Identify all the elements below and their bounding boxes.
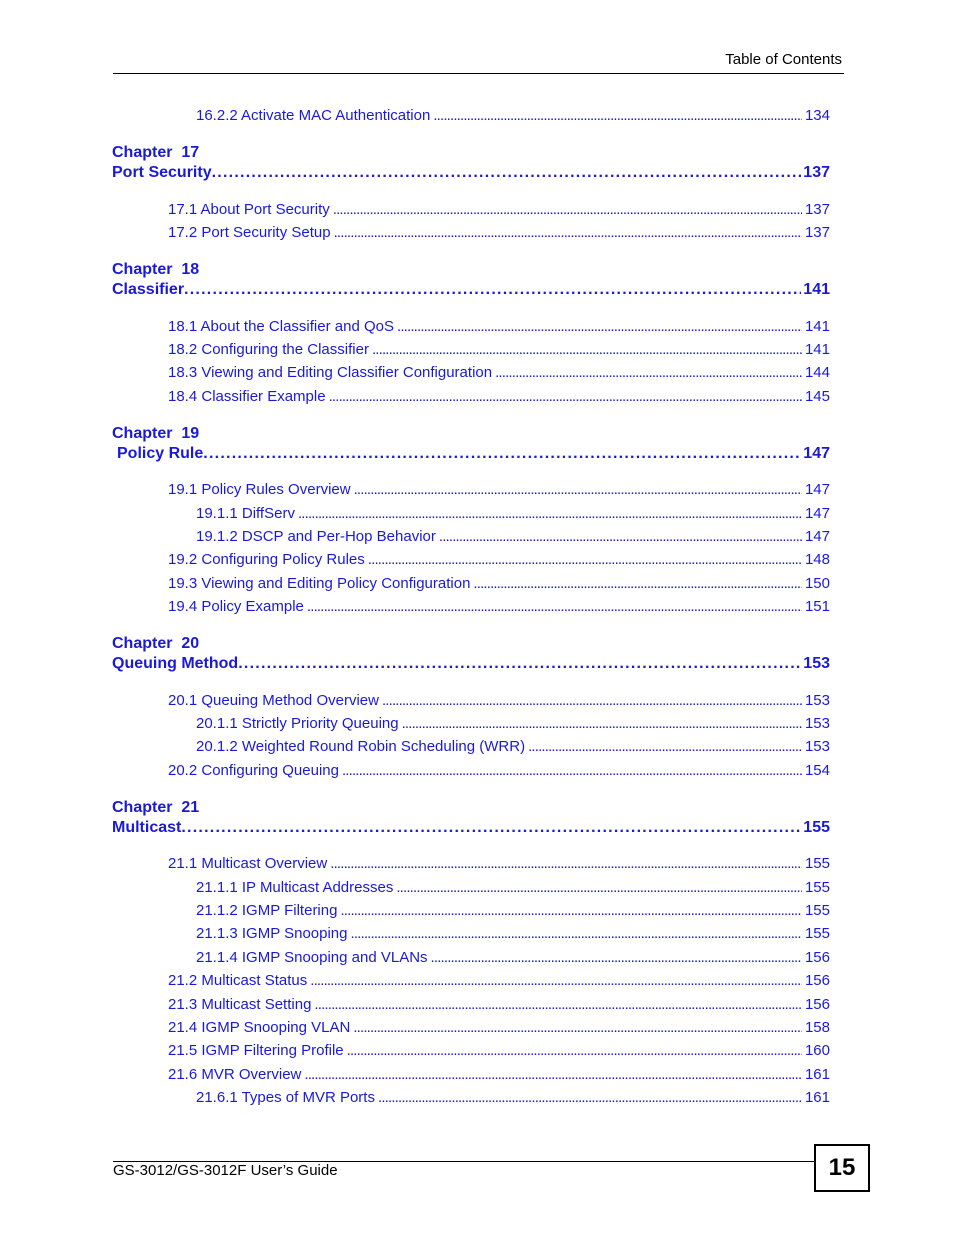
toc-entry-label: 21.1.1 IP Multicast Addresses <box>196 879 394 896</box>
toc-entry[interactable] <box>168 341 830 358</box>
toc-entry-label: 21.1.2 IGMP Filtering <box>196 902 338 919</box>
dot-leader <box>439 528 802 545</box>
toc-entry-label: 16.2.2 Activate MAC Authentication <box>196 107 431 124</box>
toc-entry[interactable] <box>168 972 830 989</box>
header-rule <box>113 73 844 74</box>
dot-leader <box>495 364 802 381</box>
toc-entry[interactable] <box>196 738 830 755</box>
chapter-label: Chapter 20 <box>112 635 200 652</box>
dot-leader <box>473 575 802 592</box>
dot-leader <box>333 201 802 218</box>
toc-entry-label: 17.2 Port Security Setup <box>168 224 331 241</box>
header-title: Table of Contents <box>725 51 842 68</box>
chapter-title: Multicast <box>112 819 182 836</box>
dot-leader <box>181 819 801 837</box>
toc-entry-label: 19.3 Viewing and Editing Policy Configuration <box>168 575 471 592</box>
toc-entry-page: 160 <box>804 1042 830 1059</box>
chapter-page: 141 <box>803 281 830 298</box>
chapter-title-link[interactable] <box>112 281 830 299</box>
toc-entry-page: 141 <box>804 341 830 358</box>
dot-leader <box>354 481 802 498</box>
toc-entry[interactable] <box>168 551 830 568</box>
chapter-page: 137 <box>803 164 830 181</box>
toc-entry[interactable] <box>168 1019 830 1036</box>
toc-entry-page: 155 <box>804 925 830 942</box>
dot-leader <box>402 715 802 732</box>
toc-entry[interactable] <box>196 925 830 942</box>
dot-leader <box>342 762 802 779</box>
toc-entry-label: 20.1.1 Strictly Priority Queuing <box>196 715 399 732</box>
toc-entry-label: 21.1.3 IGMP Snooping <box>196 925 348 942</box>
toc-entry[interactable] <box>168 1066 830 1083</box>
dot-leader <box>431 949 802 966</box>
dot-leader <box>310 972 802 989</box>
chapter-title: Port Security <box>112 164 212 181</box>
chapter-title-link[interactable] <box>112 819 830 837</box>
toc-entry-page: 155 <box>804 902 830 919</box>
chapter-title: Classifier <box>112 281 185 298</box>
toc-entry-page: 148 <box>804 551 830 568</box>
dot-leader <box>372 341 802 358</box>
toc-entry[interactable] <box>168 388 830 405</box>
footer-guide-title: GS-3012/GS-3012F User’s Guide <box>113 1162 338 1179</box>
toc-entry[interactable] <box>196 715 830 732</box>
toc-entry-page: 156 <box>804 996 830 1013</box>
toc-entry-page: 147 <box>804 505 830 522</box>
toc-entry[interactable] <box>196 879 830 896</box>
dot-leader <box>353 1019 802 1036</box>
dot-leader <box>212 164 802 182</box>
toc-entry-page: 137 <box>804 201 830 218</box>
chapter-label: Chapter 17 <box>112 144 200 161</box>
toc-entry-label: 21.6.1 Types of MVR Ports <box>196 1089 375 1106</box>
toc-entry-page: 155 <box>804 855 830 872</box>
dot-leader <box>378 1089 802 1106</box>
toc-entry-page: 137 <box>804 224 830 241</box>
toc-entry-label: 19.1.1 DiffServ <box>196 505 295 522</box>
toc-entry[interactable] <box>168 692 830 709</box>
dot-leader <box>340 902 802 919</box>
dot-leader <box>307 598 802 615</box>
toc-entry-label: 21.2 Multicast Status <box>168 972 308 989</box>
toc-entry[interactable] <box>168 855 830 872</box>
chapter-page: 147 <box>803 445 830 462</box>
chapter-page: 153 <box>803 655 830 672</box>
dot-leader <box>396 879 802 896</box>
chapter-title-link[interactable] <box>117 445 830 463</box>
dot-leader <box>528 738 802 755</box>
toc-entry-page: 155 <box>804 879 830 896</box>
toc-entry-label: 20.2 Configuring Queuing <box>168 762 339 779</box>
dot-leader <box>304 1066 802 1083</box>
toc-entry-label: 21.3 Multicast Setting <box>168 996 312 1013</box>
toc-entry-page: 154 <box>804 762 830 779</box>
toc-entry[interactable] <box>168 598 830 615</box>
toc-entry-page: 158 <box>804 1019 830 1036</box>
toc-entry-label: 18.3 Viewing and Editing Classifier Configuration <box>168 364 493 381</box>
toc-entry[interactable] <box>196 1089 830 1106</box>
toc-entry-page: 151 <box>804 598 830 615</box>
dot-leader <box>433 107 802 124</box>
toc-entry[interactable] <box>196 528 830 545</box>
dot-leader <box>238 655 801 673</box>
toc-entry[interactable] <box>196 107 830 124</box>
dot-leader <box>368 551 802 568</box>
toc-entry-label: 19.1 Policy Rules Overview <box>168 481 351 498</box>
dot-leader <box>334 224 802 241</box>
toc-entry-label: 18.4 Classifier Example <box>168 388 326 405</box>
toc-entry-label: 19.4 Policy Example <box>168 598 304 615</box>
toc-entry-page: 141 <box>804 318 830 335</box>
toc-entry[interactable] <box>168 201 830 218</box>
chapter-page: 155 <box>803 819 830 836</box>
toc-entry-page: 161 <box>804 1066 830 1083</box>
toc-entry[interactable] <box>168 1042 830 1059</box>
chapter-title: Policy Rule <box>117 445 204 462</box>
toc-entry-label: 20.1 Queuing Method Overview <box>168 692 379 709</box>
chapter-title: Queuing Method <box>112 655 239 672</box>
toc-entry-label: 19.2 Configuring Policy Rules <box>168 551 365 568</box>
dot-leader <box>314 996 802 1013</box>
chapter-label: Chapter 21 <box>112 799 200 816</box>
dot-leader <box>329 388 802 405</box>
toc-entry-page: 161 <box>804 1089 830 1106</box>
toc-entry-page: 144 <box>804 364 830 381</box>
toc-entry-label: 17.1 About Port Security <box>168 201 330 218</box>
toc-entry-page: 156 <box>804 972 830 989</box>
dot-leader <box>184 281 801 299</box>
dot-leader <box>298 505 802 522</box>
toc-entry-label: 19.1.2 DSCP and Per-Hop Behavior <box>196 528 436 545</box>
toc-entry-page: 145 <box>804 388 830 405</box>
toc-entry[interactable] <box>168 481 830 498</box>
toc-entry-page: 153 <box>804 715 830 732</box>
toc-entry[interactable] <box>168 364 830 381</box>
toc-entry[interactable] <box>196 949 830 966</box>
toc-entry[interactable] <box>196 505 830 522</box>
toc-entry-label: 21.4 IGMP Snooping VLAN <box>168 1019 351 1036</box>
toc-entry-page: 156 <box>804 949 830 966</box>
toc-entry[interactable] <box>168 224 830 241</box>
toc-entry-page: 134 <box>804 107 830 124</box>
dot-leader <box>351 925 802 942</box>
toc-entry[interactable] <box>168 996 830 1013</box>
toc-entry-page: 147 <box>804 481 830 498</box>
toc-entry-label: 20.1.2 Weighted Round Robin Scheduling (WRR) <box>196 738 526 755</box>
toc-entry[interactable] <box>168 575 830 592</box>
chapter-title-link[interactable] <box>112 164 830 182</box>
toc-entry[interactable] <box>168 318 830 335</box>
chapter-label: Chapter 19 <box>112 425 200 442</box>
toc-entry-page: 147 <box>804 528 830 545</box>
page-number: 15 <box>814 1144 870 1192</box>
toc-entry-label: 18.2 Configuring the Classifier <box>168 341 369 358</box>
dot-leader <box>382 692 802 709</box>
toc-entry-page: 153 <box>804 738 830 755</box>
dot-leader <box>347 1042 802 1059</box>
dot-leader <box>397 318 802 335</box>
toc-entry-page: 150 <box>804 575 830 592</box>
toc-entry[interactable] <box>196 902 830 919</box>
dot-leader <box>330 855 802 872</box>
toc-entry[interactable] <box>168 762 830 779</box>
chapter-title-link[interactable] <box>112 655 830 673</box>
toc-entry-label: 21.1 Multicast Overview <box>168 855 328 872</box>
toc-entry-page: 153 <box>804 692 830 709</box>
toc-entry-label: 21.5 IGMP Filtering Profile <box>168 1042 344 1059</box>
dot-leader <box>203 445 801 463</box>
toc-entry-label: 21.6 MVR Overview <box>168 1066 302 1083</box>
toc-entry-label: 18.1 About the Classifier and QoS <box>168 318 394 335</box>
toc-entry-label: 21.1.4 IGMP Snooping and VLANs <box>196 949 428 966</box>
chapter-label: Chapter 18 <box>112 261 200 278</box>
